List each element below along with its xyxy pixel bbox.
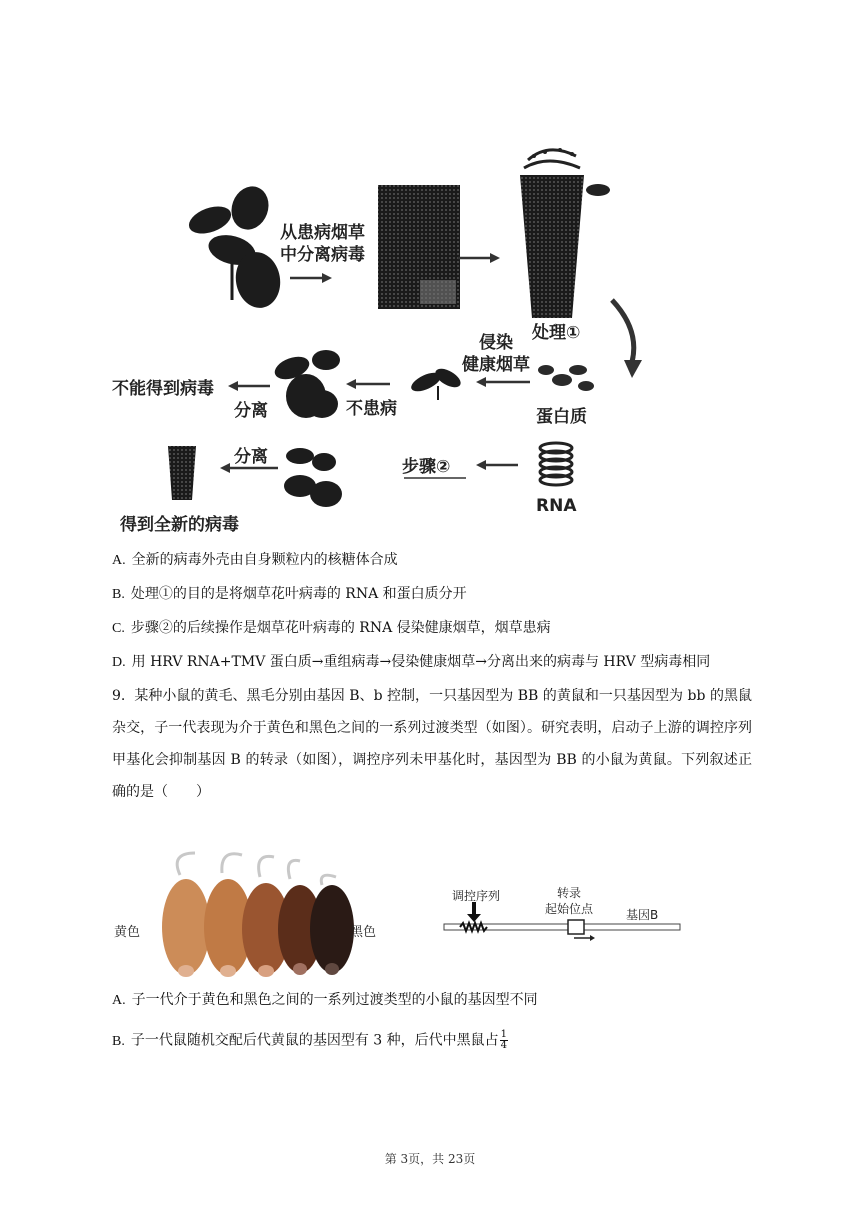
q8-option-d-text: 用 HRV RNA+TMV 蛋白质→重组病毒→侵染健康烟草→分离出来的病毒与 HRV 型病毒相同 <box>131 654 711 670</box>
q8-option-b-text: 处理①的目的是将烟草花叶病毒的 RNA 和蛋白质分开 <box>130 586 467 602</box>
q8-option-d <box>112 652 710 673</box>
q8-option-c-key: C. <box>112 621 125 636</box>
q8-option-a-text: 全新的病毒外壳由自身颗粒内的核糖体合成 <box>131 552 398 568</box>
label-not-sick: 不患病 <box>346 399 397 419</box>
label-no-virus: 不能得到病毒 <box>112 379 214 399</box>
label-infect-line1: 侵染 <box>479 333 513 353</box>
q9-option-a <box>112 990 538 1011</box>
q8-option-b-key: B. <box>112 587 125 602</box>
label-infect-line2: 健康烟草 <box>462 355 530 375</box>
mice-figure <box>150 845 380 980</box>
label-new-virus: 得到全新的病毒 <box>120 515 239 535</box>
fraction-numerator: 1 <box>500 1029 508 1040</box>
fraction-denominator: 4 <box>500 1040 508 1051</box>
label-protein: 蛋白质 <box>536 407 587 427</box>
page-footer: 第 3页，共 23页 <box>384 1152 476 1166</box>
virus-particle-model <box>520 148 610 318</box>
mouse-5 <box>310 885 354 973</box>
label-isolate-line2: 中分离病毒 <box>280 245 365 265</box>
label-infect <box>462 332 530 376</box>
label-tss-line2: 起始位点 <box>545 902 594 916</box>
label-yellow: 黄色 <box>114 925 141 940</box>
q8-option-a-key: A. <box>112 553 126 568</box>
label-step2: 步骤② <box>402 457 451 477</box>
diseased-tobacco-plant <box>185 181 284 311</box>
q9-option-b-key: B. <box>112 1033 125 1049</box>
label-gene: 基因B <box>626 908 659 922</box>
infected-plant <box>284 448 342 507</box>
protein-subunits <box>538 365 594 391</box>
arrow-curved-down <box>612 300 634 362</box>
q9-stem <box>112 680 752 808</box>
label-regulatory: 调控序列 <box>452 889 501 903</box>
q9-option-b-text: 子一代鼠随机交配后代黄鼠的基因型有 3 种，后代中黑鼠占 <box>130 1032 499 1049</box>
not-sick-plant <box>272 350 340 418</box>
q9-option-a-text: 子一代介于黄色和黑色之间的一系列过渡类型的小鼠的基因型不同 <box>131 992 538 1008</box>
q8-option-d-key: D. <box>112 655 126 670</box>
label-tss-line1: 转录 <box>557 886 582 900</box>
tss-box <box>568 920 584 934</box>
new-virus-particle <box>168 446 196 500</box>
healthy-seedling <box>409 365 464 400</box>
fraction <box>500 1030 508 1051</box>
q8-option-a <box>112 550 398 571</box>
rna-coil <box>540 443 572 485</box>
q9-stem-text: 某种小鼠的黄毛、黑毛分别由基因 B、b 控制，一只基因型为 BB 的黄鼠和一只基因型为 bb 的黑鼠杂交，子一代表现为介于黄色和黑色之间的一系列过渡类型（如图）。研究表明，启动子上游的调控序列甲基化会抑制基因 B 的转录（如图），调控序列未甲基化时，基因型为 BB 的小鼠为黄鼠。下列叙述正确的是（ ） <box>112 688 753 800</box>
label-separate-2: 分离 <box>234 447 268 467</box>
label-separate-1: 分离 <box>234 401 268 421</box>
q9-option-a-key: A. <box>112 993 126 1008</box>
label-isolate <box>280 222 365 266</box>
q9-option-b <box>112 1030 508 1052</box>
label-tss <box>545 885 593 917</box>
mouse-1 <box>162 879 210 975</box>
q8-option-b <box>112 584 467 605</box>
label-black: 黑色 <box>350 925 377 940</box>
label-treatment: 处理① <box>532 323 581 343</box>
label-isolate-line1: 从患病烟草 <box>280 223 365 243</box>
q8-option-c <box>112 618 551 639</box>
q8-option-c-text: 步骤②的后续操作是烟草花叶病毒的 RNA 侵染健康烟草，烟草患病 <box>130 620 551 636</box>
label-rna: RNA <box>536 496 577 516</box>
q9-number: 9. <box>112 688 126 704</box>
